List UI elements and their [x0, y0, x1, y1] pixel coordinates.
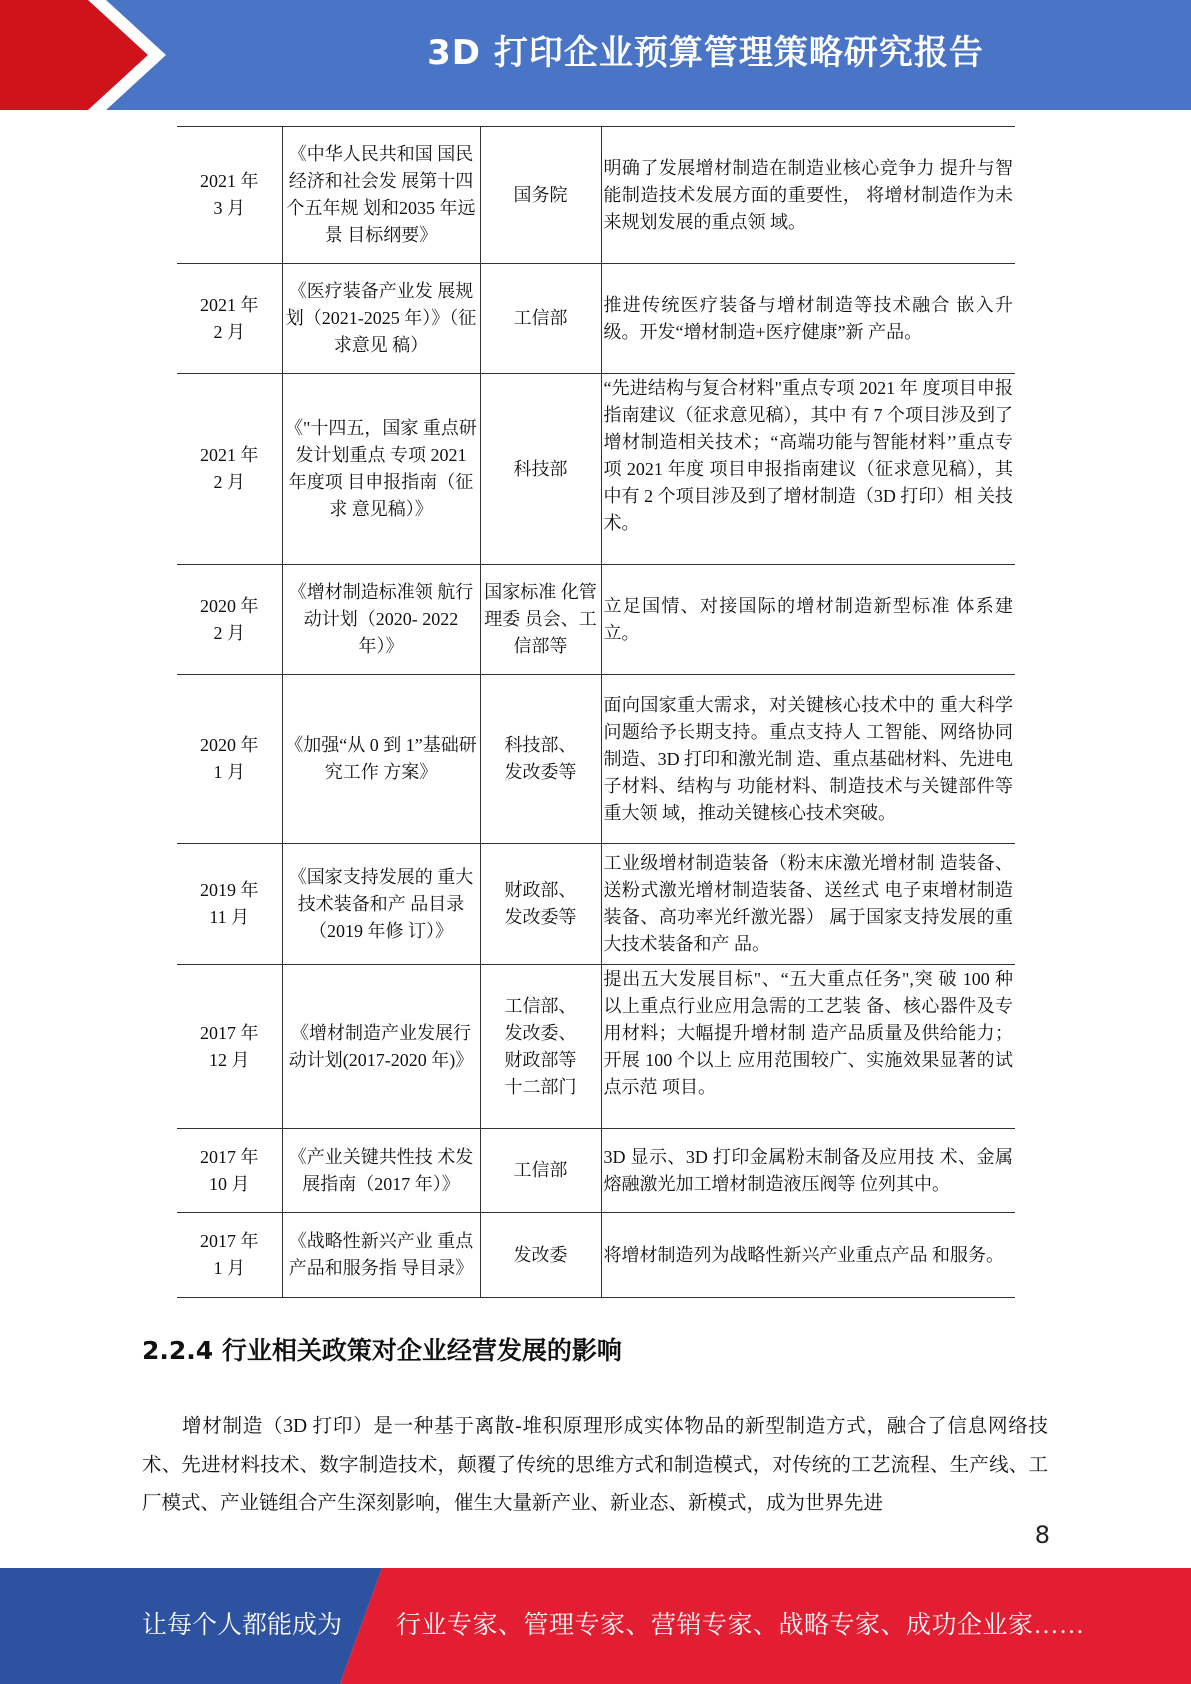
row-description: 明确了发展增材制造在制造业核心竞争力 提升与智能制造技术发展方面的重要性， 将增材制造作为未来规划发展的重点领 域。 — [601, 127, 1015, 264]
row-description: 工业级增材制造装备（粉末床激光增材制 造装备、送粉式激光增材制造装备、送丝式 电子束增材制造装备、高功率光纤激光器） 属于国家支持发展的重大技术装备和产 品。 — [601, 844, 1015, 965]
page-header — [0, 0, 1191, 110]
row-department: 科技部 — [480, 374, 601, 565]
table-row — [177, 565, 1015, 675]
row-department: 工信部 — [480, 1129, 601, 1213]
row-policy-name: 《产业关键共性技 术发展指南（2017 年）》 — [282, 1129, 480, 1213]
row-policy-name: 《医疗装备产业发 展规划（2021-2025 年）》（征求意见 稿） — [282, 264, 480, 374]
table-row — [177, 127, 1015, 264]
row-date: 2019 年 11 月 — [177, 844, 282, 965]
row-policy-name: 《"十四五，国家 重点研发计划重点 专项 2021 年度项 目申报指南（征求 意见稿）》 — [282, 374, 480, 565]
footer-slogan-left: 让每个人都能成为 — [142, 1612, 343, 1639]
page-footer — [0, 1568, 1191, 1684]
policy-table — [177, 126, 1015, 1298]
table-row — [177, 1213, 1015, 1298]
row-policy-name: 《战略性新兴产业 重点产品和服务指 导目录》 — [282, 1213, 480, 1298]
table-row — [177, 264, 1015, 374]
section-heading: 2.2.4 行业相关政策对企业经营发展的影响 — [142, 1336, 622, 1365]
row-description: 将增材制造列为战略性新兴产业重点产品 和服务。 — [601, 1213, 1015, 1298]
row-date: 2020 年 1 月 — [177, 675, 282, 844]
table-row — [177, 965, 1015, 1129]
row-department: 科技部、 发改委等 — [480, 675, 601, 844]
row-policy-name: 《增材制造标准领 航行动计划（2020- 2022 年）》 — [282, 565, 480, 675]
row-description: 提出五大发展目标"、“五大重点任务",突 破 100 种以上重点行业应用急需的工艺装 备、核心器件及专用材料；大幅提升增材制 造产品质量及供给能力；开展 100 个以上 应用范围较广、实施效果显著的试点示范 项目。 — [601, 965, 1015, 1129]
page-number: 8 — [1034, 1521, 1050, 1549]
row-date: 2017 年 1 月 — [177, 1213, 282, 1298]
row-department: 工信部、 发改委、 财政部等 十二部门 — [480, 965, 601, 1129]
row-policy-name: 《国家支持发展的 重大技术装备和产 品目录（2019 年修 订）》 — [282, 844, 480, 965]
row-description: 立足国情、对接国际的增材制造新型标准 体系建立。 — [601, 565, 1015, 675]
row-description: “先进结构与复合材料"重点专项 2021 年 度项目申报指南建议（征求意见稿），其中 有 7 个项目涉及到了增材制造相关技术；“高端功能与智能材料’’重点专项 2021 年度 项目申报指南建议（征求意见稿），其中有 2 个项目涉及到了增材制造（3D 打印）相 关技术。 — [601, 374, 1015, 565]
row-department: 发改委 — [480, 1213, 601, 1298]
row-date: 2017 年 10 月 — [177, 1129, 282, 1213]
row-department: 国务院 — [480, 127, 601, 264]
row-description: 面向国家重大需求，对关键核心技术中的 重大科学问题给予长期支持。重点支持人 工智能、网络协同制造、3D 打印和激光制 造、重点基础材料、先进电子材料、结构与 功能材料、制造技术与关键部件等重大领 域，推动关键核心技术突破。 — [601, 675, 1015, 844]
row-policy-name: 《中华人民共和国 国民经济和社会发 展第十四个五年规 划和2035 年远景 目标纲要》 — [282, 127, 480, 264]
row-department: 财政部、 发改委等 — [480, 844, 601, 965]
row-policy-name: 《加强“从 0 到 1”基础研究工作 方案》 — [282, 675, 480, 844]
row-department: 国家标准 化管理委 员会、工 信部等 — [480, 565, 601, 675]
table-row — [177, 844, 1015, 965]
row-date: 2021 年 2 月 — [177, 264, 282, 374]
report-title: 3D 打印企业预算管理策略研究报告 — [427, 33, 984, 73]
row-department: 工信部 — [480, 264, 601, 374]
row-date: 2021 年 3 月 — [177, 127, 282, 264]
row-description: 3D 显示、3D 打印金属粉末制备及应用技 术、金属熔融激光加工增材制造液压阀等 位列其中。 — [601, 1129, 1015, 1213]
row-date: 2020 年 2 月 — [177, 565, 282, 675]
row-policy-name: 《增材制造产业发展行动计划(2017-2020 年)》 — [282, 965, 480, 1129]
row-date: 2021 年 2 月 — [177, 374, 282, 565]
row-description: 推进传统医疗装备与增材制造等技术融合 嵌入升级。开发“增材制造+医疗健康”新 产品。 — [601, 264, 1015, 374]
body-paragraph: 增材制造（3D 打印）是一种基于离散-堆积原理形成实体物品的新型制造方式，融合了信息网络技术、先进材料技术、数字制造技术，颠覆了传统的思维方式和制造模式，对传统的工艺流程、生产线、工厂模式、产业链组合产生深刻影响，催生大量新产业、新业态、新模式，成为世界先进 — [142, 1416, 1048, 1514]
table-row — [177, 374, 1015, 565]
table-row — [177, 675, 1015, 844]
row-date: 2017 年 12 月 — [177, 965, 282, 1129]
footer-slogan-right: 行业专家、管理专家、营销专家、战略专家、成功企业家…… — [396, 1612, 1085, 1639]
table-row — [177, 1129, 1015, 1213]
policy-table-body — [177, 127, 1015, 1298]
